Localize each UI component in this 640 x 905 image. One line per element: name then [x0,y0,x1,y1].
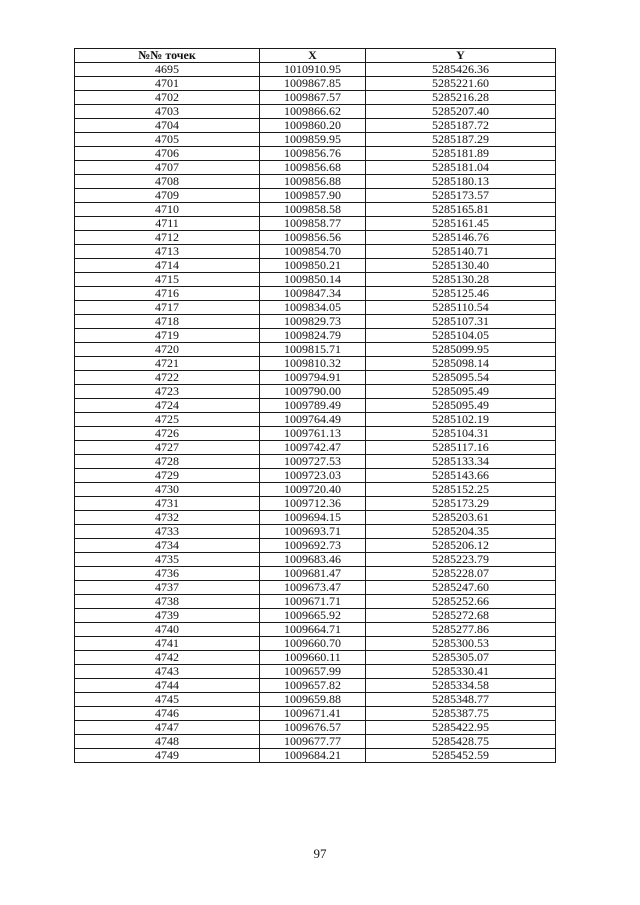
y-coordinate-cell: 5285107.31 [366,315,556,329]
x-coordinate-cell: 1009867.57 [260,91,366,105]
point-number-cell: 4747 [75,721,260,735]
table-row [75,735,556,749]
y-coordinate-cell: 5285161.45 [366,217,556,231]
y-coordinate-cell: 5285204.35 [366,525,556,539]
y-coordinate-cell: 5285152.25 [366,483,556,497]
x-coordinate-cell: 1009657.99 [260,665,366,679]
y-coordinate-cell: 5285334.58 [366,679,556,693]
table-row [75,301,556,315]
x-coordinate-cell: 1009834.05 [260,301,366,315]
y-coordinate-cell: 5285216.28 [366,91,556,105]
point-number-cell: 4712 [75,231,260,245]
point-number-cell: 4746 [75,707,260,721]
y-coordinate-cell: 5285187.29 [366,133,556,147]
table-row [75,315,556,329]
point-number-cell: 4719 [75,329,260,343]
x-coordinate-cell: 1009742.47 [260,441,366,455]
x-coordinate-cell: 1009720.40 [260,483,366,497]
x-coordinate-cell: 1009673.47 [260,581,366,595]
y-coordinate-cell: 5285095.49 [366,399,556,413]
y-coordinate-cell: 5285181.89 [366,147,556,161]
table-row [75,707,556,721]
table-row [75,623,556,637]
point-number-cell: 4702 [75,91,260,105]
table-row [75,595,556,609]
table-row [75,231,556,245]
point-number-cell: 4733 [75,525,260,539]
table-row [75,511,556,525]
x-coordinate-cell: 1009665.92 [260,609,366,623]
table-row [75,665,556,679]
x-coordinate-cell: 1009850.14 [260,273,366,287]
x-coordinate-cell: 1009694.15 [260,511,366,525]
y-coordinate-cell: 5285104.31 [366,427,556,441]
page-number: 97 [313,846,327,861]
y-coordinate-cell: 5285102.19 [366,413,556,427]
x-coordinate-cell: 1009727.53 [260,455,366,469]
x-coordinate-cell: 1009693.71 [260,525,366,539]
y-coordinate-cell: 5285187.72 [366,119,556,133]
table-row [75,105,556,119]
x-coordinate-cell: 1009866.62 [260,105,366,119]
point-number-cell: 4741 [75,637,260,651]
table-row [75,133,556,147]
y-coordinate-cell: 5285223.79 [366,553,556,567]
y-coordinate-cell: 5285221.60 [366,77,556,91]
table-row [75,651,556,665]
point-number-cell: 4742 [75,651,260,665]
y-coordinate-cell: 5285252.66 [366,595,556,609]
table-row [75,679,556,693]
table-row [75,273,556,287]
point-number-cell: 4718 [75,315,260,329]
x-coordinate-cell: 1009677.77 [260,735,366,749]
table-row [75,413,556,427]
point-number-cell: 4726 [75,427,260,441]
x-coordinate-cell: 1009794.91 [260,371,366,385]
x-coordinate-cell: 1009856.68 [260,161,366,175]
y-coordinate-cell: 5285099.95 [366,343,556,357]
table-row [75,371,556,385]
table-row [75,483,556,497]
x-coordinate-cell: 1009857.90 [260,189,366,203]
table-row [75,441,556,455]
x-coordinate-cell: 1009660.70 [260,637,366,651]
table-row [75,357,556,371]
table-row [75,217,556,231]
x-coordinate-cell: 1009815.71 [260,343,366,357]
y-coordinate-cell: 5285110.54 [366,301,556,315]
y-coordinate-cell: 5285104.05 [366,329,556,343]
x-coordinate-cell: 1009850.21 [260,259,366,273]
x-coordinate-cell: 1009810.32 [260,357,366,371]
table-row [75,175,556,189]
y-coordinate-cell: 5285125.46 [366,287,556,301]
point-number-cell: 4736 [75,567,260,581]
header-x: X [260,49,366,63]
x-coordinate-cell: 1009858.58 [260,203,366,217]
point-number-cell: 4729 [75,469,260,483]
x-coordinate-cell: 1009723.03 [260,469,366,483]
table-row [75,245,556,259]
y-coordinate-cell: 5285207.40 [366,105,556,119]
point-number-cell: 4721 [75,357,260,371]
point-number-cell: 4722 [75,371,260,385]
point-number-cell: 4739 [75,609,260,623]
table-row [75,399,556,413]
header-row [75,49,556,63]
y-coordinate-cell: 5285165.81 [366,203,556,217]
point-number-cell: 4701 [75,77,260,91]
table-row [75,609,556,623]
point-number-cell: 4725 [75,413,260,427]
x-coordinate-cell: 1009684.21 [260,749,366,763]
table-row [75,497,556,511]
table-row [75,455,556,469]
table-row [75,721,556,735]
point-number-cell: 4740 [75,623,260,637]
table-row [75,567,556,581]
x-coordinate-cell: 1009761.13 [260,427,366,441]
y-coordinate-cell: 5285117.16 [366,441,556,455]
point-number-cell: 4732 [75,511,260,525]
y-coordinate-cell: 5285203.61 [366,511,556,525]
y-coordinate-cell: 5285095.49 [366,385,556,399]
table-row [75,581,556,595]
point-number-cell: 4737 [75,581,260,595]
point-number-cell: 4723 [75,385,260,399]
y-coordinate-cell: 5285130.28 [366,273,556,287]
x-coordinate-cell: 1009858.77 [260,217,366,231]
y-coordinate-cell: 5285305.07 [366,651,556,665]
y-coordinate-cell: 5285228.07 [366,567,556,581]
y-coordinate-cell: 5285300.53 [366,637,556,651]
x-coordinate-cell: 1009824.79 [260,329,366,343]
x-coordinate-cell: 1009681.47 [260,567,366,581]
table-row [75,385,556,399]
y-coordinate-cell: 5285387.75 [366,707,556,721]
x-coordinate-cell: 1009790.00 [260,385,366,399]
y-coordinate-cell: 5285180.13 [366,175,556,189]
x-coordinate-cell: 1009789.49 [260,399,366,413]
y-coordinate-cell: 5285133.34 [366,455,556,469]
point-number-cell: 4710 [75,203,260,217]
point-number-cell: 4744 [75,679,260,693]
table-row [75,77,556,91]
x-coordinate-cell: 1009856.56 [260,231,366,245]
table-row [75,119,556,133]
table-row [75,329,556,343]
x-coordinate-cell: 1009664.71 [260,623,366,637]
point-number-cell: 4703 [75,105,260,119]
point-number-cell: 4709 [75,189,260,203]
y-coordinate-cell: 5285143.66 [366,469,556,483]
point-number-cell: 4713 [75,245,260,259]
x-coordinate-cell: 1009829.73 [260,315,366,329]
y-coordinate-cell: 5285247.60 [366,581,556,595]
x-coordinate-cell: 1009856.76 [260,147,366,161]
point-number-cell: 4708 [75,175,260,189]
table-header [75,49,556,63]
y-coordinate-cell: 5285181.04 [366,161,556,175]
point-number-cell: 4738 [75,595,260,609]
table-row [75,637,556,651]
x-coordinate-cell: 1009867.85 [260,77,366,91]
x-coordinate-cell: 1009847.34 [260,287,366,301]
point-number-cell: 4706 [75,147,260,161]
table-row [75,287,556,301]
y-coordinate-cell: 5285206.12 [366,539,556,553]
x-coordinate-cell: 1009854.70 [260,245,366,259]
table-row [75,259,556,273]
x-coordinate-cell: 1009712.36 [260,497,366,511]
y-coordinate-cell: 5285452.59 [366,749,556,763]
point-number-cell: 4717 [75,301,260,315]
point-number-cell: 4715 [75,273,260,287]
x-coordinate-cell: 1009692.73 [260,539,366,553]
x-coordinate-cell: 1009860.20 [260,119,366,133]
y-coordinate-cell: 5285130.40 [366,259,556,273]
table-row [75,63,556,77]
table-row [75,91,556,105]
point-number-cell: 4705 [75,133,260,147]
y-coordinate-cell: 5285428.75 [366,735,556,749]
point-number-cell: 4724 [75,399,260,413]
x-coordinate-cell: 1009657.82 [260,679,366,693]
header-y: Y [366,49,556,63]
point-number-cell: 4704 [75,119,260,133]
table-row [75,161,556,175]
point-number-cell: 4716 [75,287,260,301]
point-number-cell: 4730 [75,483,260,497]
table-row [75,539,556,553]
point-number-cell: 4749 [75,749,260,763]
x-coordinate-cell: 1009683.46 [260,553,366,567]
y-coordinate-cell: 5285146.76 [366,231,556,245]
table-row [75,693,556,707]
y-coordinate-cell: 5285272.68 [366,609,556,623]
point-number-cell: 4745 [75,693,260,707]
point-number-cell: 4735 [75,553,260,567]
point-number-cell: 4714 [75,259,260,273]
y-coordinate-cell: 5285173.29 [366,497,556,511]
table-row [75,749,556,763]
x-coordinate-cell: 1009764.49 [260,413,366,427]
header-point-number: №№ точек [75,49,260,63]
point-number-cell: 4743 [75,665,260,679]
table-row [75,203,556,217]
y-coordinate-cell: 5285426.36 [366,63,556,77]
table-row [75,189,556,203]
point-number-cell: 4695 [75,63,260,77]
y-coordinate-cell: 5285330.41 [366,665,556,679]
y-coordinate-cell: 5285348.77 [366,693,556,707]
point-number-cell: 4727 [75,441,260,455]
x-coordinate-cell: 1009859.95 [260,133,366,147]
table-row [75,147,556,161]
table-body [75,63,556,763]
table-row [75,427,556,441]
point-number-cell: 4728 [75,455,260,469]
point-number-cell: 4734 [75,539,260,553]
x-coordinate-cell: 1009856.88 [260,175,366,189]
x-coordinate-cell: 1009671.71 [260,595,366,609]
point-number-cell: 4707 [75,161,260,175]
x-coordinate-cell: 1009659.88 [260,693,366,707]
point-number-cell: 4731 [75,497,260,511]
y-coordinate-cell: 5285422.95 [366,721,556,735]
point-number-cell: 4711 [75,217,260,231]
point-number-cell: 4720 [75,343,260,357]
x-coordinate-cell: 1009676.57 [260,721,366,735]
x-coordinate-cell: 1010910.95 [260,63,366,77]
point-number-cell: 4748 [75,735,260,749]
y-coordinate-cell: 5285095.54 [366,371,556,385]
y-coordinate-cell: 5285140.71 [366,245,556,259]
y-coordinate-cell: 5285098.14 [366,357,556,371]
x-coordinate-cell: 1009660.11 [260,651,366,665]
table-row [75,553,556,567]
table-row [75,343,556,357]
table-row [75,525,556,539]
y-coordinate-cell: 5285277.86 [366,623,556,637]
coordinates-table [74,48,556,763]
x-coordinate-cell: 1009671.41 [260,707,366,721]
table-row [75,469,556,483]
y-coordinate-cell: 5285173.57 [366,189,556,203]
